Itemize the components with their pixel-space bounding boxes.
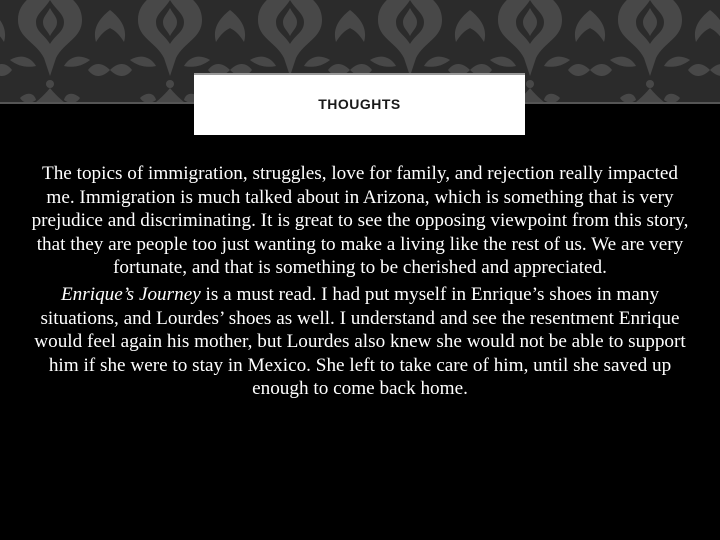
slide-title: THOUGHTS [318, 96, 401, 112]
body-paragraph-1: The topics of immigration, struggles, love for family, and rejection really impacted me. Immigration is much talked about in Arizona, which is something that is very prejudice and discriminating. It is great to see the opposing viewpoint from this story, that they are people too just wanting to make a living like the rest of us. We are very fortunate, and that is something to be cherished and appreciated. [31, 163, 689, 279]
title-box [194, 73, 525, 135]
body-paragraph-2 [30, 283, 690, 401]
book-title: Enrique’s Journey [60, 283, 201, 305]
slide-body [30, 162, 690, 401]
body-paragraph-2-text: is a must read. I had put myself in Enrique’s shoes in many situations, and Lourdes’ shoes as well. I understand and see the resentment Enrique would feel again his mother, but Lourdes also knew she would not be able to support him if she were to stay in Mexico. She left to take care of him, until she saved up enough to come back home. [34, 283, 686, 400]
